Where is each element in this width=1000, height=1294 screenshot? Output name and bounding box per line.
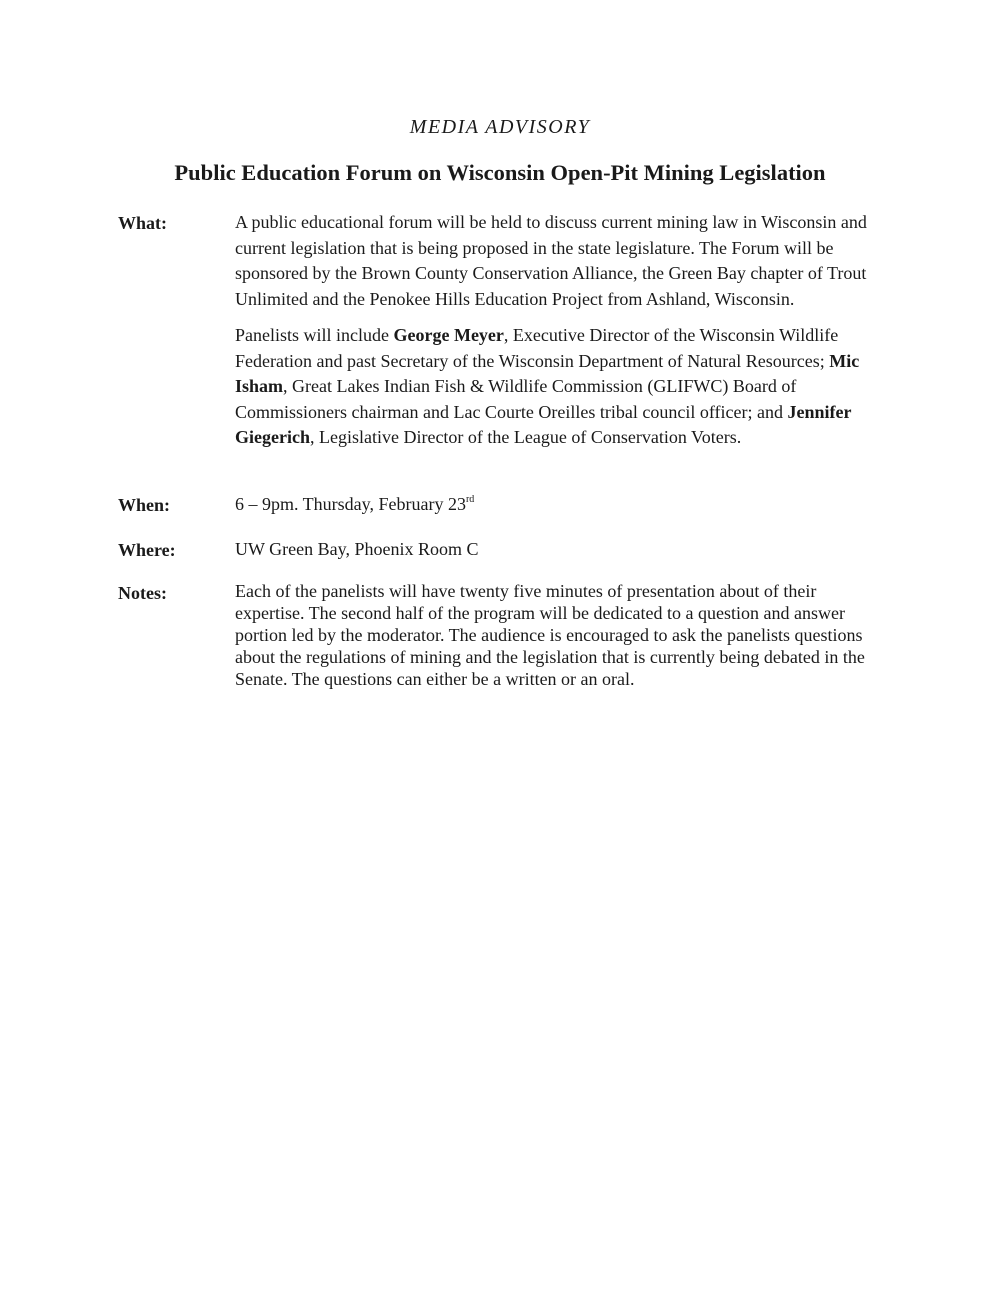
panelist-description: , Legislative Director of the League of Conservation Voters. (309, 427, 742, 447)
panelists-paragraph (235, 323, 895, 451)
what-body (235, 210, 895, 451)
panelist-description: , Executive Director of the Wisconsin Wildlife Federation and past Secretary of the Wisconsin Department of Natural Resources; (235, 325, 839, 371)
notes-text: Each of the panelists will have twenty five minutes of presentation about of their expertise. The second half of the program will be dedicated to a question and answer portion led by the moderator. The audience is encouraged to ask the panelists questions about the regulations of mining and the legislation that is currently being debated in the Senate. The questions can either be a written or an oral. (235, 581, 865, 689)
what-paragraph: A public educational forum will be held to discuss current mining law in Wisconsin and current legislation that is being proposed in the state legislature. The Forum will be sponsored by the Brown County Conservation Alliance, the Green Bay chapter of Trout Unlimited and the Penokee Hills Education Project from Ashland, Wisconsin. (235, 212, 867, 309)
when-label: When: (118, 495, 171, 515)
where-text: UW Green Bay, Phoenix Room C (235, 539, 479, 559)
panelist-name: Jennifer Giegerich (235, 401, 852, 447)
where-label: Where: (118, 540, 176, 560)
panelist-description: , Great Lakes Indian Fish & Wildlife Commission (GLIFWC) Board of Commissioners chairman and Lac Courte Oreilles tribal council officer; and (235, 376, 797, 422)
page-title: Public Education Forum on Wisconsin Open-Pit Mining Legislation (174, 160, 826, 185)
when-body (235, 492, 895, 518)
panel-intro: Panelists will include (235, 325, 394, 345)
what-label: What: (118, 213, 167, 233)
panelist-name: Mic Isham (235, 350, 860, 396)
media-advisory-heading: MEDIA ADVISORY (409, 116, 591, 138)
date-suffix: rd (465, 494, 475, 505)
when-text: 6 – 9pm. Thursday, February 23 (235, 494, 466, 514)
notes-label: Notes: (118, 583, 167, 603)
panelist-name: George Meyer (393, 325, 504, 345)
